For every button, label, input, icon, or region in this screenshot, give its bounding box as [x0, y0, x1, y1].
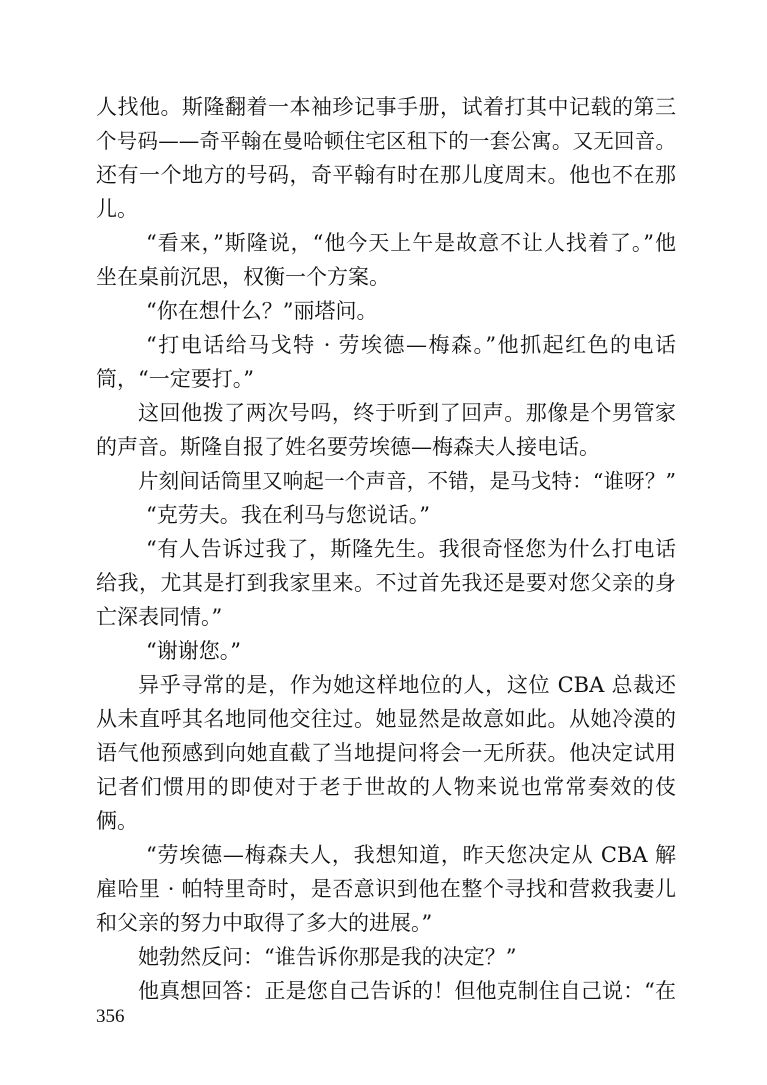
- text-line: 儿。: [96, 197, 138, 221]
- text-line: 这回他拨了两次号吗，终于听到了回声。那像是个男管家: [138, 401, 676, 425]
- text-line: 还有一个地方的号码，奇平翰有时在那儿度周末。他也不在那: [96, 163, 676, 187]
- text-line: 雇哈里 · 帕特里奇时，是否意识到他在整个寻找和营救我妻儿: [96, 877, 676, 901]
- text-line: “有人告诉过我了，斯隆先生。我很奇怪您为什么打电话: [146, 537, 676, 561]
- text-line: 片刻间话筒里又响起一个声音，不错，是马戈特：“谁呀？”: [138, 469, 676, 493]
- text-line: 个号码——奇平翰在曼哈顿住宅区租下的一套公寓。又无回音。: [96, 129, 676, 153]
- text-line: 给我，尤其是打到我家里来。不过首先我还是要对您父亲的身: [96, 571, 676, 595]
- text-line: 记者们惯用的即使对于老于世故的人物来说也常常奏效的伎: [96, 775, 676, 799]
- text-line: 她勃然反问：“谁告诉你那是我的决定？”: [138, 945, 517, 969]
- text-line: “你在想什么？”丽塔问。: [146, 299, 378, 323]
- text-line: 和父亲的努力中取得了多大的进展。”: [96, 911, 433, 935]
- text-line: 俩。: [96, 809, 138, 833]
- text-line: “打电话给马戈特 · 劳埃德—梅森。”他抓起红色的电话: [146, 333, 676, 357]
- text-line: 人找他。斯隆翻着一本袖珍记事手册，试着打其中记载的第三: [96, 95, 676, 119]
- text-line: 异乎寻常的是，作为她这样地位的人，这位 CBA 总裁还: [138, 673, 676, 697]
- text-line: “谢谢您。”: [146, 639, 241, 663]
- text-line: 坐在桌前沉思，权衡一个方案。: [96, 265, 390, 289]
- text-line: “看来，”斯隆说，“他今天上午是故意不让人找着了。”他: [146, 231, 676, 255]
- text-line: 他真想回答：正是您自己告诉的！但他克制住自己说：“在: [138, 979, 676, 1003]
- text-line: 亡深表同情。”: [96, 605, 223, 629]
- page-number: 356: [96, 1006, 125, 1027]
- text-line: “劳埃德—梅森夫人，我想知道，昨天您决定从 CBA 解: [146, 843, 676, 867]
- text-line: 筒，“一定要打。”: [96, 367, 254, 391]
- text-line: 语气他预感到向她直截了当地提问将会一无所获。他决定试用: [96, 741, 676, 765]
- text-line: 从未直呼其名地同他交往过。她显然是故意如此。从她冷漠的: [96, 707, 676, 731]
- text-line: “克劳夫。我在利马与您说话。”: [146, 503, 430, 527]
- text-line: 的声音。斯隆自报了姓名要劳埃德—梅森夫人接电话。: [96, 435, 600, 459]
